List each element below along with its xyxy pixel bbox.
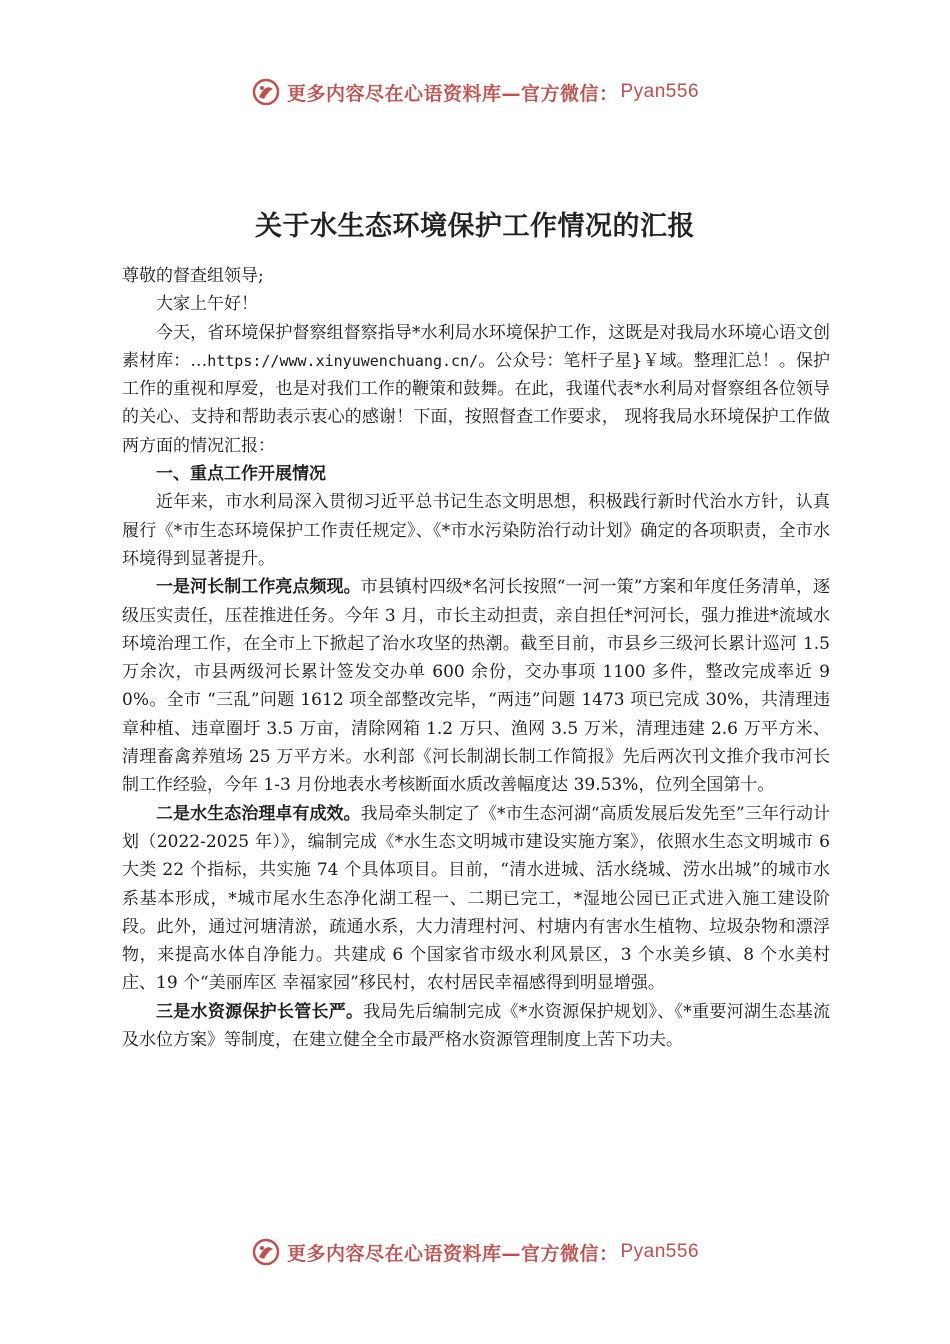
point1-lead: 一是河长制工作亮点频现。 (156, 577, 361, 598)
greeting: 大家上午好！ (156, 294, 258, 315)
document-title: 关于水生态环境保护工作情况的汇报 (255, 211, 695, 242)
brand-logo-icon (251, 77, 281, 107)
point2-lead: 二是水生态治理卓有成效。 (156, 803, 361, 824)
intro-text-part2: 。公众号：笔杆子星}￥域。整理汇总！。保护工作的重视和厚爱，也是对我们工作的鞭策和鼓舞。在此，我谨代表*水利局对督察组各位领导的关心、支持和帮助表示衷心的感谢！下面，按照督查工作要求， 现将我局水环境保护工作做两方面的情况汇报： (122, 350, 830, 456)
banner-wechat-id: Pyan556 (620, 1241, 700, 1262)
point1-body: 市县镇村四级*名河长按照“一河一策”方案和年度任务清单，逐级压实责任，压茬推进任务。今年 3 月，市长主动担责，亲自担任*河河长，强力推进*流域水环境治理工作，在全市上下掀起了治水攻坚的热潮。截至目前，市县乡三级河长累计巡河 1.5 万余次，市县两级河长累计签发交办单 600 余份，交办事项 1100 多件，整改完成率近 90%。全市 “三乱”问题 1612 项全部整改完毕，“两违”问题 1473 项已完成 30%，共清理违章种植、违章圈圩 3.5 万亩，清除网箱 1.2 万只、渔网 3.5 万米，清理违建 2.6 万平方米、清理畜禽养殖场 25 万平方米。水利部《河长制湖长制工作简报》先后两次刊文推介我市河长制工作经验，今年 1-3 月份地表水考核断面水质改善幅度达 39.53%，位列全国第十。 (122, 577, 830, 796)
intro-paragraph (122, 319, 830, 460)
section1-heading: 一、重点工作开展情况 (156, 464, 326, 485)
intro-url: https://www.xinyuwenchuang.cn/ (207, 351, 479, 370)
brand-logo-icon (251, 1237, 281, 1267)
banner-text: 更多内容尽在心语资料库—官方微信： (286, 82, 619, 105)
top-watermark-banner (0, 72, 950, 112)
section1-intro: 近年来，市水利局深入贯彻习近平总书记生态文明思想，积极践行新时代治水方针，认真履行《*市生态环境保护工作责任规定》、《*市水污染防治行动计划》确定的各项职责，全市水环境得到显著提升。 (122, 492, 830, 569)
banner-text: 更多内容尽在心语资料库—官方微信： (286, 1242, 619, 1265)
point3-paragraph (122, 998, 830, 1055)
point1-paragraph (122, 573, 830, 799)
banner-wechat-id: Pyan556 (620, 81, 700, 102)
bottom-watermark-banner (0, 1232, 950, 1272)
point2-body: 我局牵头制定了《*市生态河湖“高质发展后发先至”三年行动计划（2022-2025 年）》，编制完成《*水生态文明城市建设实施方案》，依照水生态文明城市 6 大类 22 个指标，共实施 74 个具体项目。目前，“清水进城、活水绕城、涝水出城”的城市水系基本形成，*城市尾水生态净化湖工程一、二期已完工，*湿地公园已正式进入施工建设阶段。此外，通过河塘清淤，疏通水系，大力清理村河、村塘内有害水生植物、垃圾杂物和漂浮物，来提高水体自净能力。共建成 6 个国家省市级水利风景区，3 个水美乡镇、8 个水美村庄、19 个“美丽库区 幸福家园”移民村，农村居民幸福感得到明显增强。 (122, 803, 830, 994)
intro-text-part1: 今天，省环境保护督察组督察指导*水利局水环境保护工作，这既是对我局水环境心语文创素材库：… (122, 322, 830, 371)
point3-body: 我局先后编制完成《*水资源保护规划》、《*重要河湖生态基流及水位方案》等制度，在建立健全全市最严格水资源管理制度上苦下功夫。 (122, 1001, 831, 1051)
document-body (122, 262, 830, 1054)
point2-paragraph (122, 800, 830, 998)
salutation: 尊敬的督查组领导; (122, 266, 264, 286)
point3-lead: 三是水资源保护长管长严。 (156, 1001, 364, 1022)
